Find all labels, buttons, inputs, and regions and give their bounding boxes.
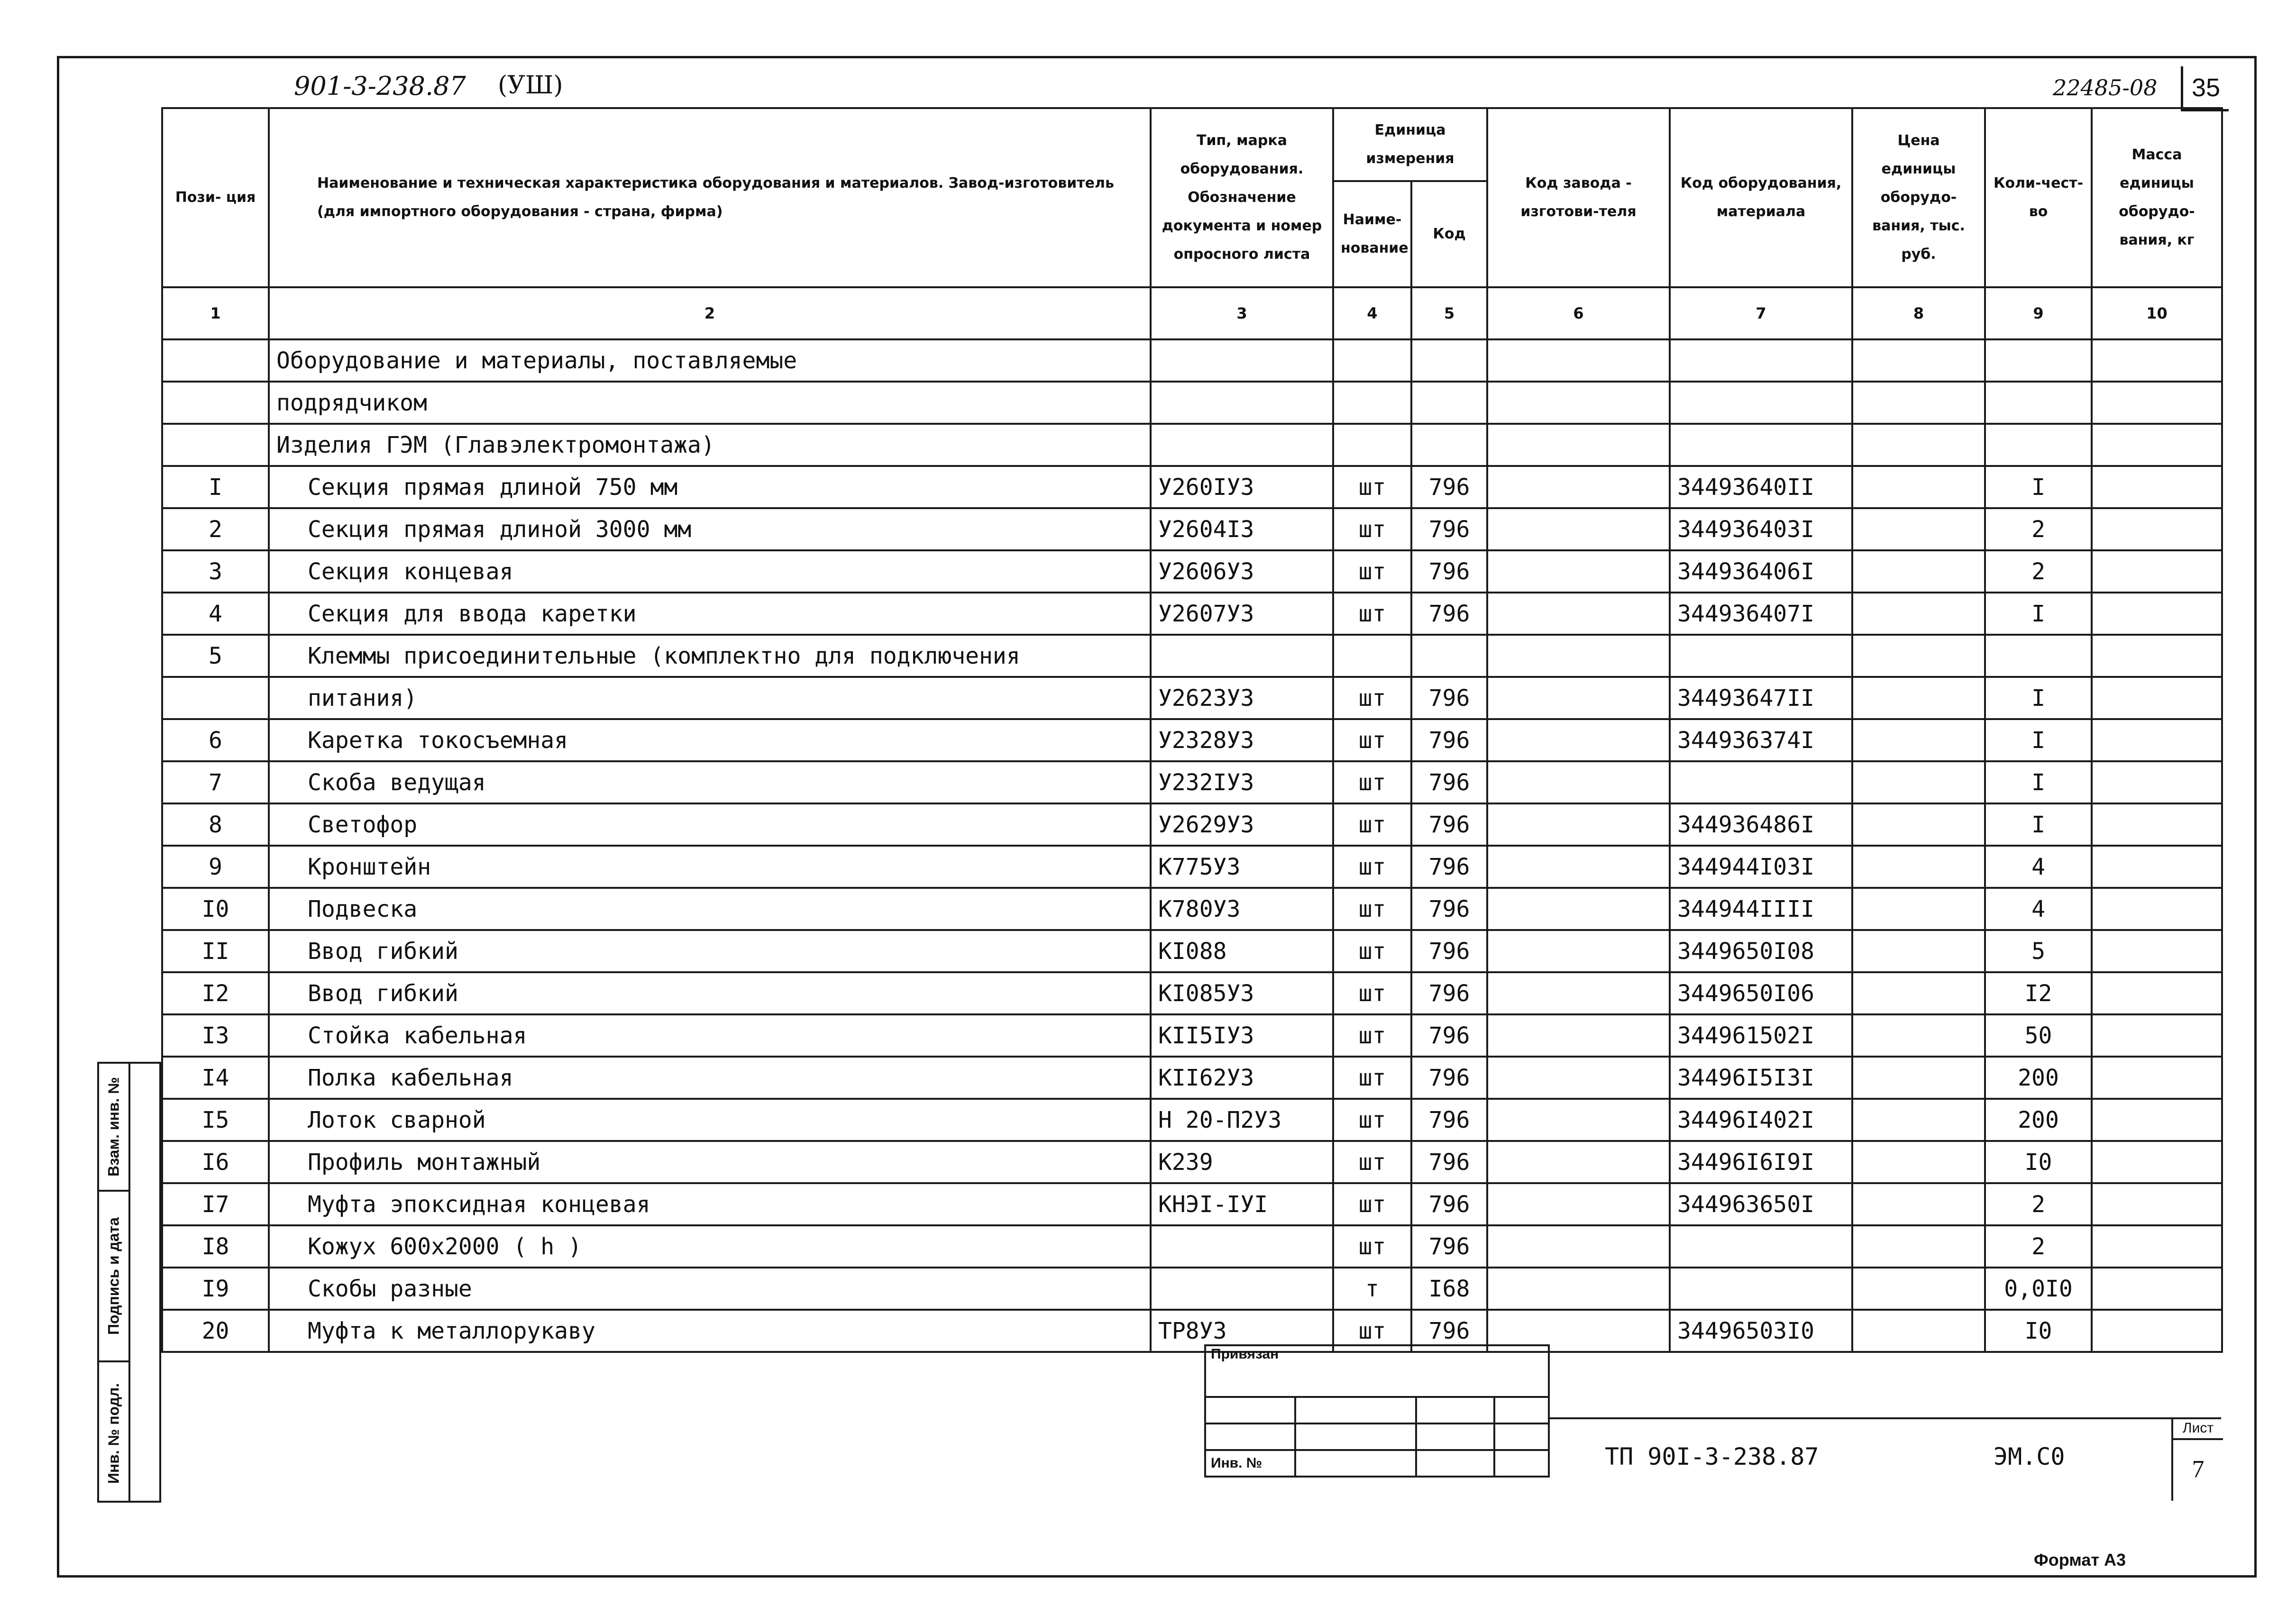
row-position: 9 — [162, 846, 269, 888]
row-factory-code — [1487, 888, 1670, 930]
row-type: КII62У3 — [1151, 1057, 1333, 1099]
row-unit-code: 796 — [1411, 888, 1487, 930]
specification-table — [161, 107, 2223, 1353]
row-price — [1852, 888, 1985, 930]
margin-sign-date: Подпись и дата — [105, 1217, 122, 1335]
sheet-box — [2171, 1417, 2223, 1501]
row-unit-code: 796 — [1411, 677, 1487, 719]
column-number: 7 — [1670, 287, 1852, 339]
column-number: 5 — [1411, 287, 1487, 339]
table-row — [162, 1225, 2222, 1268]
row-unit-code: 796 — [1411, 719, 1487, 761]
row-qty: I — [1985, 719, 2092, 761]
row-factory-code — [1487, 803, 1670, 846]
stamp-mark: ЭМ.С0 — [1994, 1443, 2065, 1470]
table-row — [162, 761, 2222, 803]
table-row — [162, 1099, 2222, 1141]
row-mass — [2092, 803, 2222, 846]
row-price — [1852, 1099, 1985, 1141]
table-row — [162, 1014, 2222, 1057]
row-name: Кронштейн — [269, 846, 1151, 888]
row-unit: шт — [1333, 1183, 1411, 1225]
row-price — [1852, 1057, 1985, 1099]
col-header-price: Цена единицы оборудо-вания, тыс. руб. — [1852, 108, 1985, 287]
main-stamp — [1548, 1417, 2221, 1503]
row-position: II — [162, 930, 269, 972]
column-number: 3 — [1151, 287, 1333, 339]
row-unit-code: 796 — [1411, 1310, 1487, 1352]
row-position — [162, 677, 269, 719]
row-equip-code: 344963650I — [1670, 1183, 1852, 1225]
row-qty: I0 — [1985, 1310, 2092, 1352]
row-factory-code — [1487, 1268, 1670, 1310]
row-position: I0 — [162, 888, 269, 930]
row-price — [1852, 972, 1985, 1014]
row-position: I5 — [162, 1099, 269, 1141]
row-unit-code: 796 — [1411, 1099, 1487, 1141]
table-row — [162, 846, 2222, 888]
margin-inv-orig: Инв. № подл. — [105, 1383, 122, 1484]
row-qty: 2 — [1985, 508, 2092, 550]
row-factory-code — [1487, 1225, 1670, 1268]
row-unit-code: 796 — [1411, 930, 1487, 972]
row-mass — [2092, 761, 2222, 803]
row-position: 20 — [162, 1310, 269, 1352]
doc-number-right: 22485-08 — [2053, 75, 2158, 100]
row-mass — [2092, 1141, 2222, 1183]
row-type: К775У3 — [1151, 846, 1333, 888]
sheet-number: 7 — [2192, 1456, 2205, 1483]
row-unit-code — [1411, 635, 1487, 677]
table-row — [162, 1268, 2222, 1310]
row-unit-code: 796 — [1411, 550, 1487, 593]
row-position: 8 — [162, 803, 269, 846]
row-name: Секция прямая длиной 3000 мм — [269, 508, 1151, 550]
row-unit-code: 796 — [1411, 972, 1487, 1014]
row-unit — [1333, 635, 1411, 677]
col-header-type: Тип, марка оборудования. Обозначение документа и номер опросного листа — [1151, 108, 1333, 287]
row-equip-code — [1670, 1268, 1852, 1310]
row-factory-code — [1487, 466, 1670, 508]
table-row — [162, 1183, 2222, 1225]
row-unit: шт — [1333, 593, 1411, 635]
column-number: 6 — [1487, 287, 1670, 339]
row-equip-code — [1670, 1225, 1852, 1268]
row-mass — [2092, 1014, 2222, 1057]
row-equip-code: 34493640II — [1670, 466, 1852, 508]
row-factory-code — [1487, 635, 1670, 677]
row-type: КI088 — [1151, 930, 1333, 972]
row-unit: шт — [1333, 930, 1411, 972]
row-unit: шт — [1333, 508, 1411, 550]
row-equip-code: 344936406I — [1670, 550, 1852, 593]
row-mass — [2092, 1099, 2222, 1141]
row-qty: 2 — [1985, 1183, 2092, 1225]
row-type: У2328У3 — [1151, 719, 1333, 761]
row-unit-code: 796 — [1411, 1057, 1487, 1099]
row-unit: шт — [1333, 719, 1411, 761]
column-number: 10 — [2092, 287, 2222, 339]
row-price — [1852, 719, 1985, 761]
section-line-2: подрядчиком — [269, 382, 1151, 424]
row-mass — [2092, 550, 2222, 593]
row-equip-code: 344961502I — [1670, 1014, 1852, 1057]
row-unit: шт — [1333, 466, 1411, 508]
row-name: Светофор — [269, 803, 1151, 846]
row-name: Муфта к металлорукаву — [269, 1310, 1151, 1352]
row-mass — [2092, 508, 2222, 550]
row-unit-code: 796 — [1411, 466, 1487, 508]
row-position: I9 — [162, 1268, 269, 1310]
row-type: ТР8У3 — [1151, 1310, 1333, 1352]
column-number: 8 — [1852, 287, 1985, 339]
row-type — [1151, 635, 1333, 677]
stamp-code: ТП 90I-3-238.87 — [1605, 1443, 1819, 1470]
row-type: КII5IУ3 — [1151, 1014, 1333, 1057]
row-type: Н 20-П2У3 — [1151, 1099, 1333, 1141]
row-equip-code: 34496I5I3I — [1670, 1057, 1852, 1099]
row-qty: 200 — [1985, 1057, 2092, 1099]
column-number: 9 — [1985, 287, 2092, 339]
row-unit: шт — [1333, 1099, 1411, 1141]
row-type: У260IУ3 — [1151, 466, 1333, 508]
row-mass — [2092, 1225, 2222, 1268]
row-unit-code: 796 — [1411, 803, 1487, 846]
row-unit-code: 796 — [1411, 593, 1487, 635]
table-row — [162, 930, 2222, 972]
row-factory-code — [1487, 593, 1670, 635]
row-mass — [2092, 1310, 2222, 1352]
row-position: I3 — [162, 1014, 269, 1057]
col-header-equip-code: Код оборудования, материала — [1670, 108, 1852, 287]
row-mass — [2092, 1268, 2222, 1310]
table-row — [162, 803, 2222, 846]
row-position: 2 — [162, 508, 269, 550]
table-row — [162, 888, 2222, 930]
row-equip-code: 34493647II — [1670, 677, 1852, 719]
row-position: 7 — [162, 761, 269, 803]
row-equip-code: 3449650I06 — [1670, 972, 1852, 1014]
row-unit: шт — [1333, 972, 1411, 1014]
row-position: I — [162, 466, 269, 508]
section-line-3: Изделия ГЭМ (Главэлектромонтажа) — [269, 424, 1151, 466]
col-header-mass: Масса единицы оборудо-вания, кг — [2092, 108, 2222, 287]
row-type: У2629У3 — [1151, 803, 1333, 846]
row-qty: 5 — [1985, 930, 2092, 972]
row-name: Клеммы присоединительные (комплектно для подключения — [269, 635, 1151, 677]
row-factory-code — [1487, 719, 1670, 761]
doc-number-left: 901-3-238.87 — [294, 71, 466, 101]
row-price — [1852, 803, 1985, 846]
format-label: Формат А3 — [2034, 1550, 2126, 1569]
row-unit-code: 796 — [1411, 761, 1487, 803]
row-price — [1852, 1225, 1985, 1268]
row-name: питания) — [269, 677, 1151, 719]
bound-label: Привязан — [1205, 1345, 1549, 1397]
row-factory-code — [1487, 508, 1670, 550]
column-number: 1 — [162, 287, 269, 339]
row-type: К780У3 — [1151, 888, 1333, 930]
row-unit-code: 796 — [1411, 1141, 1487, 1183]
row-qty: I0 — [1985, 1141, 2092, 1183]
row-unit-code: 796 — [1411, 1225, 1487, 1268]
row-equip-code: 344936407I — [1670, 593, 1852, 635]
row-price — [1852, 508, 1985, 550]
table-row — [162, 508, 2222, 550]
row-unit: шт — [1333, 846, 1411, 888]
row-unit: т — [1333, 1268, 1411, 1310]
row-equip-code: 344944I03I — [1670, 846, 1852, 888]
row-price — [1852, 1183, 1985, 1225]
row-price — [1852, 466, 1985, 508]
section-line-1: Оборудование и материалы, поставляемые — [269, 339, 1151, 382]
row-mass — [2092, 972, 2222, 1014]
row-name: Секция прямая длиной 750 мм — [269, 466, 1151, 508]
row-price — [1852, 846, 1985, 888]
row-unit-code: 796 — [1411, 1014, 1487, 1057]
row-factory-code — [1487, 550, 1670, 593]
row-name: Каретка токосъемная — [269, 719, 1151, 761]
row-factory-code — [1487, 1141, 1670, 1183]
row-unit: шт — [1333, 1225, 1411, 1268]
column-number: 4 — [1333, 287, 1411, 339]
table-row — [162, 719, 2222, 761]
margin-stamp — [97, 1062, 161, 1503]
row-name: Секция для ввода каретки — [269, 593, 1151, 635]
row-price — [1852, 1014, 1985, 1057]
margin-cell-sign-date — [99, 1192, 128, 1362]
row-factory-code — [1487, 930, 1670, 972]
row-factory-code — [1487, 846, 1670, 888]
row-factory-code — [1487, 677, 1670, 719]
row-name: Скобы разные — [269, 1268, 1151, 1310]
row-unit: шт — [1333, 888, 1411, 930]
row-unit-code: I68 — [1411, 1268, 1487, 1310]
row-factory-code — [1487, 761, 1670, 803]
row-name: Подвеска — [269, 888, 1151, 930]
row-position: I8 — [162, 1225, 269, 1268]
table-row — [162, 466, 2222, 508]
row-type: К239 — [1151, 1141, 1333, 1183]
row-equip-code: 344936486I — [1670, 803, 1852, 846]
row-position: I6 — [162, 1141, 269, 1183]
row-price — [1852, 1268, 1985, 1310]
row-price — [1852, 635, 1985, 677]
margin-cell-replace-inv — [99, 1064, 128, 1192]
row-unit: шт — [1333, 1310, 1411, 1352]
sheet-label: Лист — [2173, 1420, 2223, 1440]
row-equip-code — [1670, 761, 1852, 803]
row-qty: 50 — [1985, 1014, 2092, 1057]
row-qty: I — [1985, 593, 2092, 635]
row-mass — [2092, 466, 2222, 508]
margin-replace-inv: Взам. инв. № — [105, 1077, 122, 1177]
row-price — [1852, 550, 1985, 593]
row-equip-code: 34496I402I — [1670, 1099, 1852, 1141]
page-number: 35 — [2181, 66, 2229, 111]
row-unit: шт — [1333, 1141, 1411, 1183]
row-name: Скоба ведущая — [269, 761, 1151, 803]
row-factory-code — [1487, 1057, 1670, 1099]
row-mass — [2092, 888, 2222, 930]
row-qty: I — [1985, 761, 2092, 803]
col-header-unit: Единица измерения — [1333, 108, 1487, 181]
row-name: Секция концевая — [269, 550, 1151, 593]
row-equip-code: 344936403I — [1670, 508, 1852, 550]
row-mass — [2092, 1057, 2222, 1099]
row-factory-code — [1487, 1014, 1670, 1057]
col-header-factory-code: Код завода - изготови-теля — [1487, 108, 1670, 287]
row-qty: 4 — [1985, 888, 2092, 930]
row-position: I4 — [162, 1057, 269, 1099]
row-mass — [2092, 635, 2222, 677]
row-unit-code: 796 — [1411, 1183, 1487, 1225]
row-mass — [2092, 593, 2222, 635]
row-equip-code — [1670, 635, 1852, 677]
row-price — [1852, 1141, 1985, 1183]
row-unit-code: 796 — [1411, 508, 1487, 550]
row-unit: шт — [1333, 803, 1411, 846]
row-price — [1852, 593, 1985, 635]
row-name: Лоток сварной — [269, 1099, 1151, 1141]
row-equip-code: 344936374I — [1670, 719, 1852, 761]
row-position: 3 — [162, 550, 269, 593]
row-unit: шт — [1333, 761, 1411, 803]
row-qty: 0,0I0 — [1985, 1268, 2092, 1310]
doc-roman-numeral: (УШ) — [498, 71, 563, 100]
row-position: I7 — [162, 1183, 269, 1225]
row-name: Профиль монтажный — [269, 1141, 1151, 1183]
inv-label: Инв. № — [1205, 1450, 1295, 1477]
row-position: 5 — [162, 635, 269, 677]
row-mass — [2092, 719, 2222, 761]
row-price — [1852, 930, 1985, 972]
row-position: 4 — [162, 593, 269, 635]
row-qty: 2 — [1985, 1225, 2092, 1268]
row-qty: I — [1985, 677, 2092, 719]
row-qty: 200 — [1985, 1099, 2092, 1141]
section-row — [162, 339, 2222, 382]
row-equip-code: 3449650I08 — [1670, 930, 1852, 972]
row-mass — [2092, 677, 2222, 719]
row-equip-code: 34496I6I9I — [1670, 1141, 1852, 1183]
row-equip-code: 344944IIII — [1670, 888, 1852, 930]
row-type — [1151, 1268, 1333, 1310]
table-row — [162, 677, 2222, 719]
row-type — [1151, 1225, 1333, 1268]
row-price — [1852, 761, 1985, 803]
table-row — [162, 635, 2222, 677]
row-type: У2623У3 — [1151, 677, 1333, 719]
row-type: КI085У3 — [1151, 972, 1333, 1014]
row-price — [1852, 677, 1985, 719]
row-qty: I — [1985, 803, 2092, 846]
row-qty: I — [1985, 466, 2092, 508]
row-factory-code — [1487, 1099, 1670, 1141]
table-row — [162, 1310, 2222, 1352]
row-mass — [2092, 1183, 2222, 1225]
row-qty: 2 — [1985, 550, 2092, 593]
row-unit-code: 796 — [1411, 846, 1487, 888]
row-type: КНЭI-IУI — [1151, 1183, 1333, 1225]
binding-block — [1204, 1344, 1550, 1478]
row-name: Кожух 600x2000 ( h ) — [269, 1225, 1151, 1268]
table-row — [162, 972, 2222, 1014]
table-row — [162, 1141, 2222, 1183]
section-row — [162, 424, 2222, 466]
row-unit: шт — [1333, 1014, 1411, 1057]
col-header-qty: Коли-чест-во — [1985, 108, 2092, 287]
column-number: 2 — [269, 287, 1151, 339]
table-row — [162, 550, 2222, 593]
row-unit: шт — [1333, 550, 1411, 593]
row-position: I2 — [162, 972, 269, 1014]
row-factory-code — [1487, 1183, 1670, 1225]
row-position: 6 — [162, 719, 269, 761]
row-type: У2606У3 — [1151, 550, 1333, 593]
table-row — [162, 1057, 2222, 1099]
col-header-pos: Пози- ция — [162, 108, 269, 287]
row-name: Стойка кабельная — [269, 1014, 1151, 1057]
row-qty — [1985, 635, 2092, 677]
row-type: У2604I3 — [1151, 508, 1333, 550]
table-row — [162, 593, 2222, 635]
row-factory-code — [1487, 972, 1670, 1014]
row-mass — [2092, 930, 2222, 972]
row-type: У232IУ3 — [1151, 761, 1333, 803]
row-unit: шт — [1333, 677, 1411, 719]
section-row — [162, 382, 2222, 424]
col-header-name: Наименование и техническая характеристика оборудования и материалов. Завод-изготовитель (для импортного оборудования - страна, фирма) — [269, 108, 1151, 287]
row-type: У2607У3 — [1151, 593, 1333, 635]
row-unit: шт — [1333, 1057, 1411, 1099]
row-name: Муфта эпоксидная концевая — [269, 1183, 1151, 1225]
col-header-unit-code: Код — [1411, 181, 1487, 287]
row-price — [1852, 1310, 1985, 1352]
row-name: Ввод гибкий — [269, 930, 1151, 972]
row-name: Полка кабельная — [269, 1057, 1151, 1099]
row-qty: I2 — [1985, 972, 2092, 1014]
margin-cell-inv-orig — [99, 1362, 128, 1505]
row-qty: 4 — [1985, 846, 2092, 888]
row-equip-code: 34496503I0 — [1670, 1310, 1852, 1352]
row-name: Ввод гибкий — [269, 972, 1151, 1014]
row-mass — [2092, 846, 2222, 888]
col-header-unit-name: Наиме-нование — [1333, 181, 1411, 287]
